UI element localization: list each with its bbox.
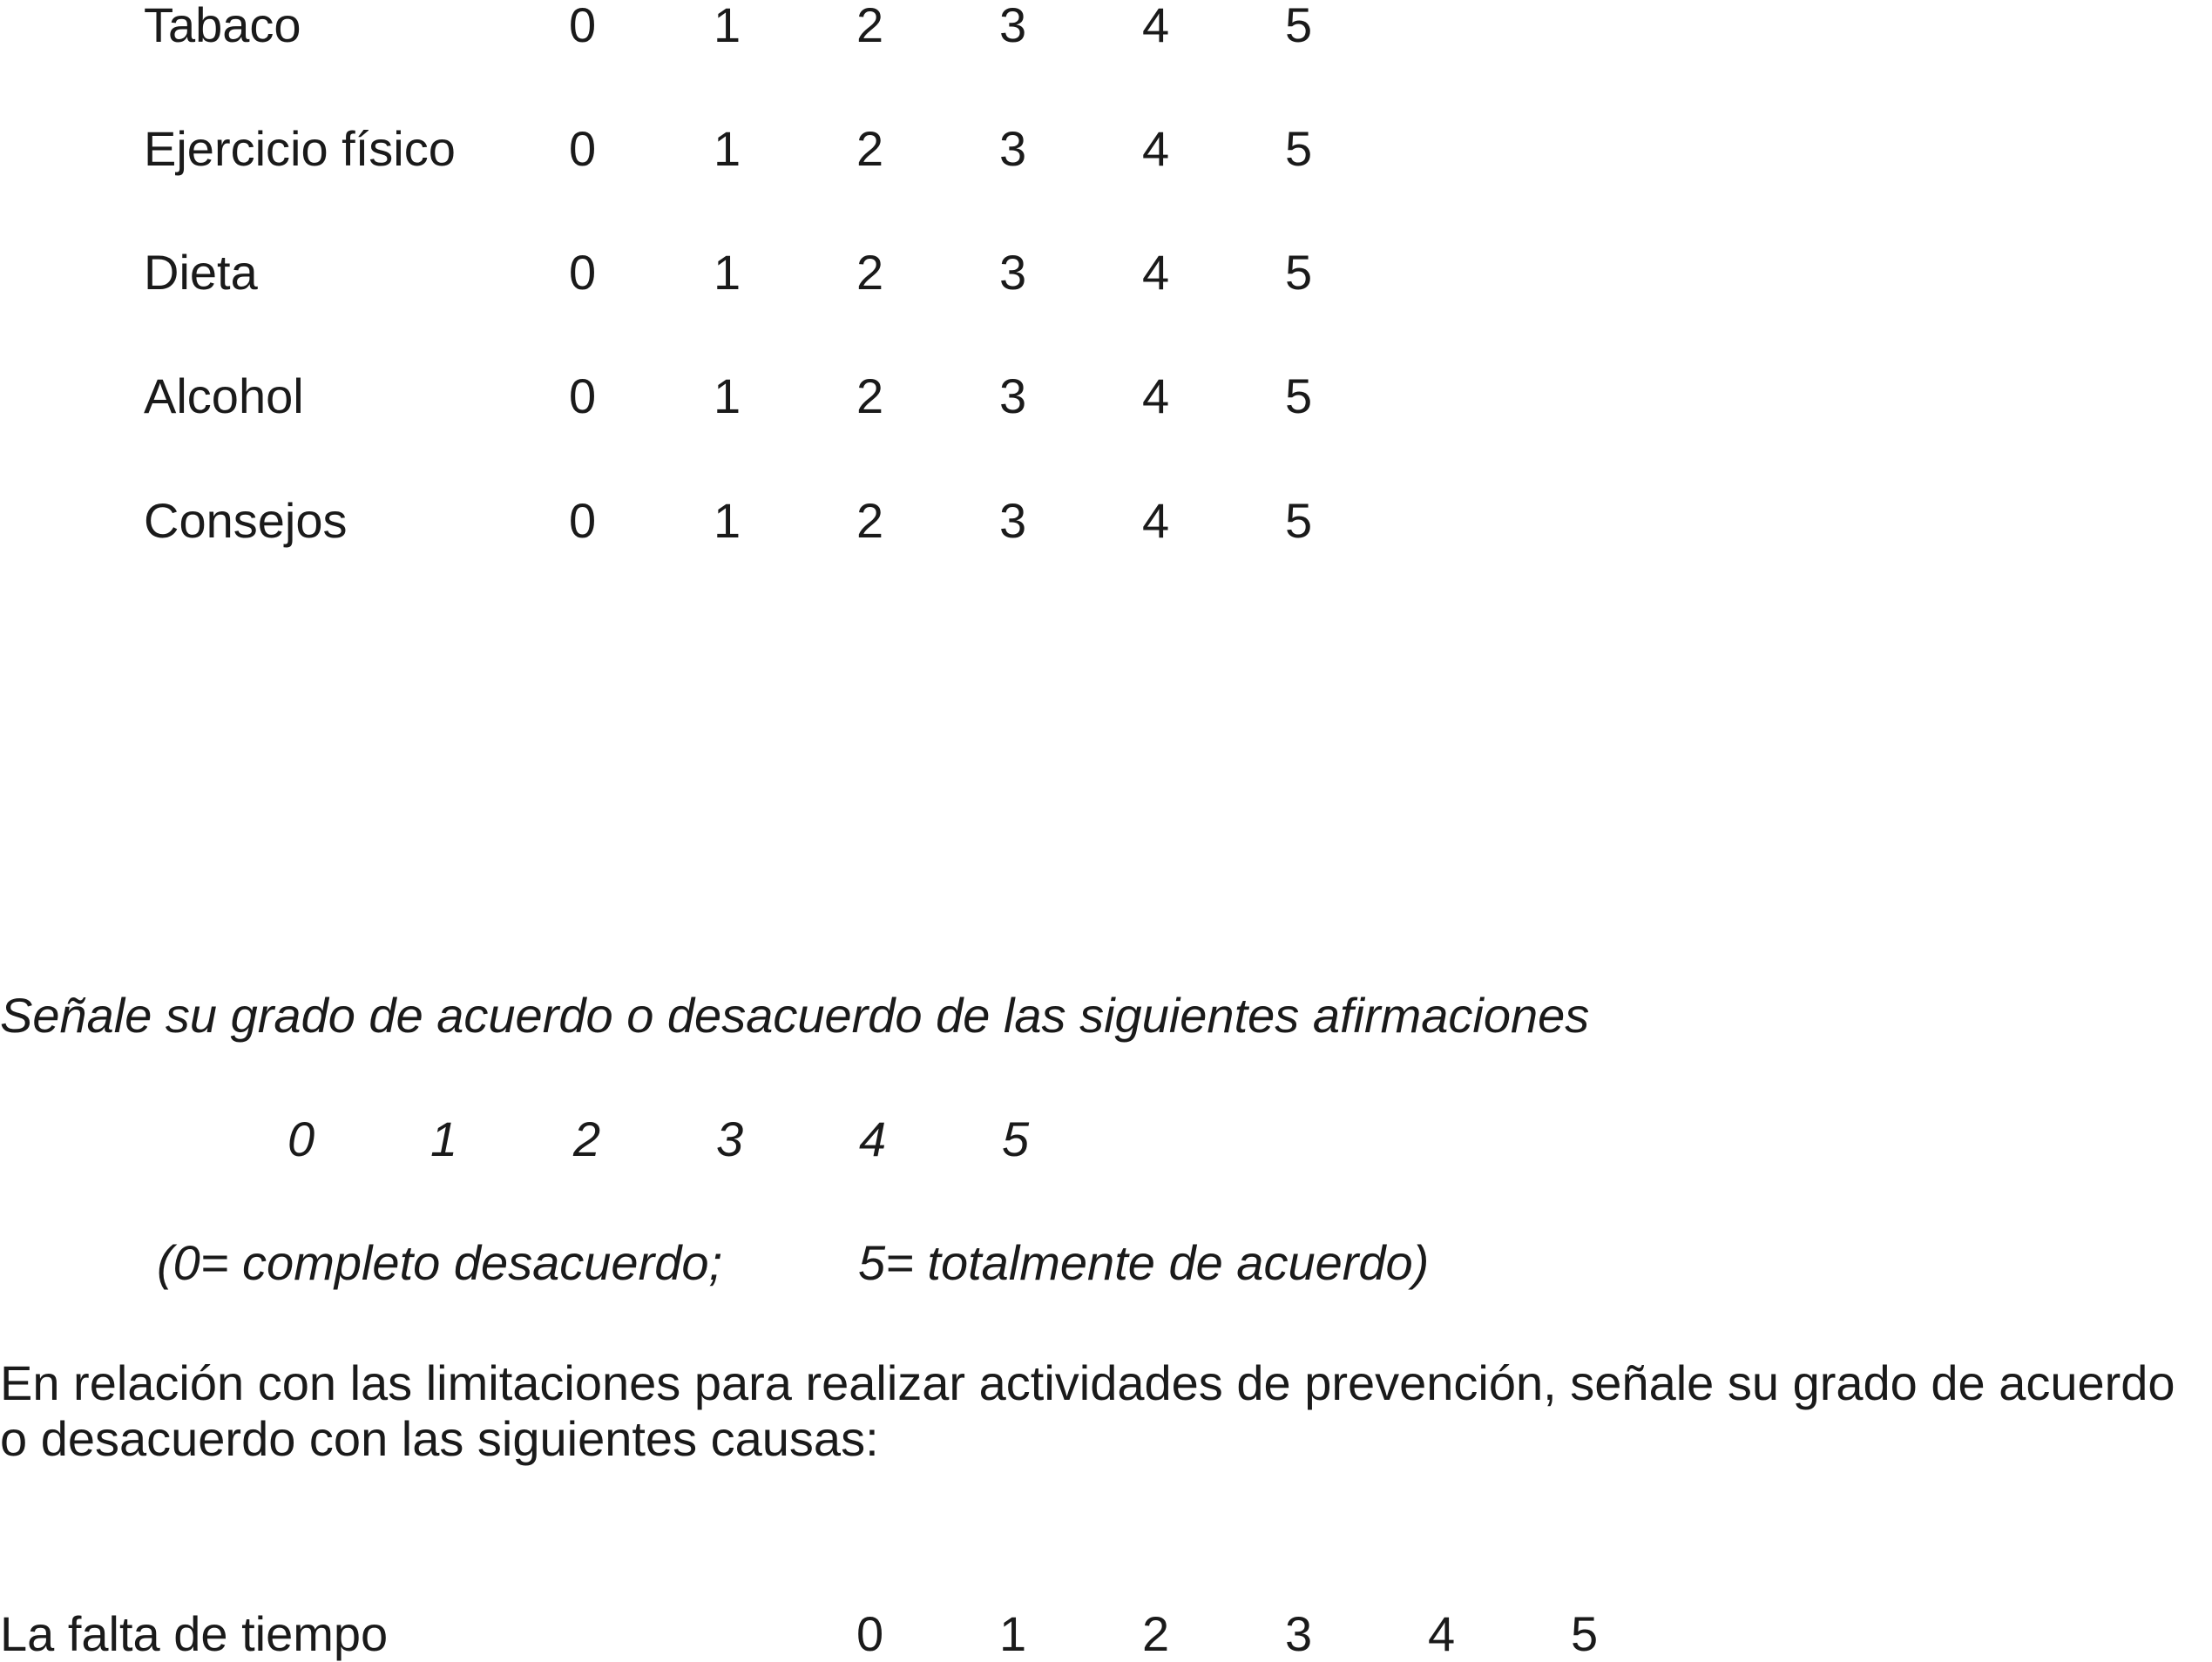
scale-option-3[interactable]: 3 (999, 0, 1027, 52)
scale-option-5[interactable]: 5 (1285, 493, 1313, 548)
scale-option-3[interactable]: 3 (999, 245, 1027, 300)
scale-option-5[interactable]: 5 (1285, 368, 1313, 423)
row-label: Ejercicio físico (144, 121, 456, 176)
scale-option-1[interactable]: 1 (714, 245, 741, 300)
scale-option-3[interactable]: 3 (999, 121, 1027, 176)
scale-option-2[interactable]: 2 (856, 121, 884, 176)
limitation-option-4[interactable]: 4 (1428, 1606, 1456, 1661)
scale-option-4[interactable]: 4 (1142, 121, 1170, 176)
scale-option-5[interactable]: 5 (1285, 121, 1313, 176)
scale-option-2[interactable]: 2 (856, 0, 884, 52)
scale-option-2[interactable]: 2 (856, 493, 884, 548)
scale-option-1[interactable]: 1 (714, 121, 741, 176)
limitation-option-2[interactable]: 2 (1142, 1606, 1170, 1661)
row-label: Alcohol (144, 368, 304, 423)
scale-option-0[interactable]: 0 (569, 368, 597, 423)
agreement-scale-1: 1 (430, 1111, 458, 1166)
agreement-scale-2: 2 (573, 1111, 601, 1166)
scale-option-3[interactable]: 3 (999, 368, 1027, 423)
scale-option-4[interactable]: 4 (1142, 245, 1170, 300)
scale-option-0[interactable]: 0 (569, 0, 597, 52)
scale-option-1[interactable]: 1 (714, 0, 741, 52)
scale-option-4[interactable]: 4 (1142, 368, 1170, 423)
scale-option-4[interactable]: 4 (1142, 0, 1170, 52)
scale-option-2[interactable]: 2 (856, 245, 884, 300)
scale-option-5[interactable]: 5 (1285, 0, 1313, 52)
scale-option-5[interactable]: 5 (1285, 245, 1313, 300)
agreement-scale-5: 5 (1002, 1111, 1030, 1166)
limitation-option-1[interactable]: 1 (999, 1606, 1027, 1661)
row-label: Tabaco (144, 0, 301, 52)
scale-legend-right: 5= totalmente de acuerdo) (858, 1235, 1430, 1290)
agreement-scale-0: 0 (287, 1111, 315, 1166)
agreement-scale-3: 3 (716, 1111, 744, 1166)
scale-option-0[interactable]: 0 (569, 493, 597, 548)
limitation-option-0[interactable]: 0 (856, 1606, 884, 1661)
row-label: Dieta (144, 245, 258, 300)
scale-option-2[interactable]: 2 (856, 368, 884, 423)
scale-option-0[interactable]: 0 (569, 245, 597, 300)
agreement-scale-4: 4 (859, 1111, 887, 1166)
scale-option-4[interactable]: 4 (1142, 493, 1170, 548)
scale-option-1[interactable]: 1 (714, 368, 741, 423)
row-label: Consejos (144, 493, 348, 548)
scale-legend-left: (0= completo desacuerdo; (157, 1235, 723, 1290)
limitation-option-3[interactable]: 3 (1285, 1606, 1313, 1661)
agreement-instruction: Señale su grado de acuerdo o desacuerdo de las siguientes afirmaciones (0, 988, 1590, 1043)
scale-option-0[interactable]: 0 (569, 121, 597, 176)
scale-option-1[interactable]: 1 (714, 493, 741, 548)
limitation-label: La falta de tiempo (0, 1606, 389, 1661)
limitations-question: En relación con las limitaciones para realizar actividades de prevención, señale su grado de acuerdo o desacuerdo con las siguientes causas: (0, 1355, 2175, 1466)
scale-option-3[interactable]: 3 (999, 493, 1027, 548)
limitation-option-5[interactable]: 5 (1571, 1606, 1599, 1661)
